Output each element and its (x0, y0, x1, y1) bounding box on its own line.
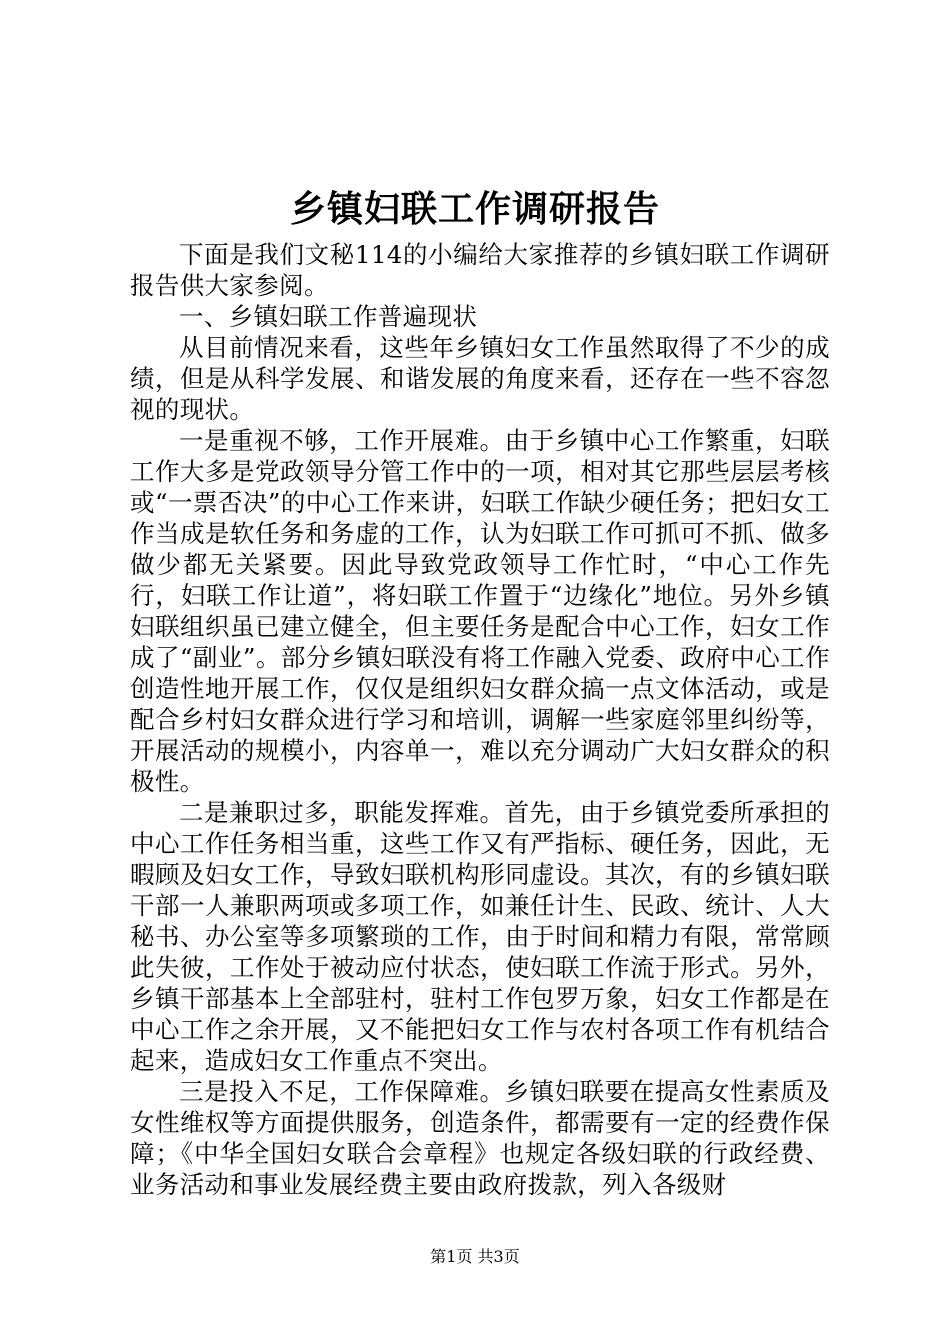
paragraph-point-two: 二是兼职过多，职能发挥难。首先，由于乡镇党委所承担的中心工作任务相当重，这些工作又有严指标、硬任务，因此，无暇顾及妇女工作，导致妇联机构形同虚设。其次，有的乡镇妇联干部一人兼职两项或多项工作，如兼任计生、民政、统计、人大秘书、办公室等多项繁琐的工作，由于时间和精力有限，常常顾此失彼，工作处于被动应付状态，使妇联工作流于形式。另外，乡镇干部基本上全部驻村，驻村工作包罗万象，妇女工作都是在中心工作之余开展，又不能把妇女工作与农村各项工作有机结合起来，造成妇女工作重点不突出。 (130, 798, 830, 1075)
section-heading: 一、乡镇妇联工作普遍现状 (179, 302, 478, 331)
page-footer: 第1页 共3页 (430, 1247, 520, 1266)
document-body (130, 239, 830, 1200)
intro-paragraph: 下面是我们文秘114的小编给大家推荐的乡镇妇联工作调研报告供大家参阅。 (130, 240, 830, 300)
paragraph-point-one: 一是重视不够，工作开展难。由于乡镇中心工作繁重，妇联工作大多是党政领导分管工作中的一项，相对其它那些层层考核或“一票否决”的中心工作来讲，妇联工作缺少硬任务；把妇女工作当成是软任务和务虚的工作，认为妇联工作可抓可不抓、做多做少都无关紧要。因此导致党政领导工作忙时，“中心工作先行，妇联工作让道”，将妇联工作置于“边缘化”地位。另外乡镇妇联组织虽已建立健全，但主要任务是配合中心工作，妇女工作成了“副业”。部分乡镇妇联没有将工作融入党委、政府中心工作创造性地开展工作，仅仅是组织妇女群众搞一点文体活动，或是配合乡村妇女群众进行学习和培训，调解一些家庭邻里纠纷等，开展活动的规模小，内容单一，难以充分调动广大妇女群众的积极性。 (130, 426, 830, 796)
paragraph-point-three: 三是投入不足，工作保障难。乡镇妇联要在提高女性素质及女性维权等方面提供服务，创造条件，都需要有一定的经费作保障；《中华全国妇女联合会章程》也规定各级妇联的行政经费、业务活动和事业发展经费主要由政府拨款，列入各级财 (130, 1077, 830, 1199)
page-title: 乡镇妇联工作调研报告 (289, 188, 660, 230)
paragraph-status: 从目前情况来看，这些年乡镇妇女工作虽然取得了不少的成绩，但是从科学发展、和谐发展的角度来看，还存在一些不容忽视的现状。 (130, 333, 830, 424)
